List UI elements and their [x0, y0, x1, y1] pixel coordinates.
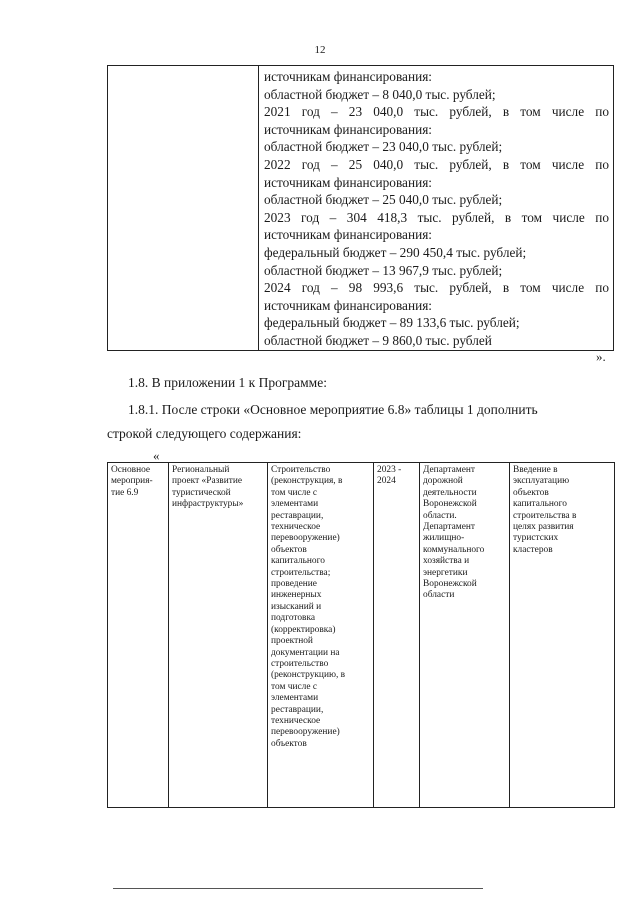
paragraph-1-8: 1.8. В приложении 1 к Программе: [128, 375, 327, 390]
funding-table [107, 65, 614, 351]
funding-line: областной бюджет – 8 040,0 тыс. рублей; [264, 86, 496, 102]
funding-line: источникам финансирования: [264, 297, 433, 313]
funding-line: федеральный бюджет – 290 450,4 тыс. рублей; [264, 244, 527, 260]
funding-line: источникам финансирования: [264, 227, 433, 243]
funding-line: 2023 год – 304 418,3 тыс. рублей, в том числе по [264, 209, 609, 225]
activity-number-cell [108, 463, 169, 808]
funding-details-cell [259, 66, 614, 351]
funding-line: источникам финансирования: [264, 69, 433, 84]
table-row [108, 463, 615, 808]
activity-number-text: Основное мероприя- тие 6.9 [111, 465, 153, 498]
executor-text: Департамент дорожной деятельности Воронежской области. Департамент жилищно- коммунального хозяйства и энергетики Воронежской области [423, 465, 485, 601]
funding-line: источникам финансирования: [264, 174, 433, 190]
result-cell [510, 463, 615, 808]
result-text: Введение в эксплуатацию объектов капитального строительства в целях развития туристских кластеров [513, 465, 577, 555]
activity-table [107, 462, 615, 808]
period-cell [374, 463, 420, 808]
funding-line: источникам финансирования: [264, 121, 433, 137]
funding-line: областной бюджет – 23 040,0 тыс. рублей; [264, 139, 503, 155]
funding-line: 2022 год – 25 040,0 тыс. рублей, в том числе по [264, 156, 609, 172]
period-text: 2023 - 2024 [377, 465, 402, 487]
funding-line: федеральный бюджет – 89 133,6 тыс. рублей; [264, 315, 520, 331]
paragraph-continuation: строкой следующего содержания: [107, 426, 302, 441]
executor-cell [420, 463, 510, 808]
funding-line: 2024 год – 98 993,6 тыс. рублей, в том числе по [264, 280, 609, 296]
funding-line: областной бюджет – 25 040,0 тыс. рублей; [264, 192, 503, 208]
activity-description-text: Строительство (реконструкция, в том числе с элементами реставрации, техническое перевооружение) объектов капитального строительства; проведение инженерных изысканий и подготовка (корректировка) проектной документации на строительство (реконструкцию, в том числе с элементами реставрации, техническое перевооружение) объектов [271, 465, 346, 749]
page-number: 12 [314, 44, 326, 56]
funding-line: областной бюджет – 13 967,9 тыс. рублей; [264, 262, 503, 278]
opening-quote: « [153, 448, 160, 463]
paragraph-1-8-1: 1.8.1. После строки «Основное мероприятие 6.8» таблицы 1 дополнить [128, 402, 538, 417]
project-name-cell [169, 463, 268, 808]
activity-description-cell [268, 463, 374, 808]
closing-quote: ». [596, 349, 606, 364]
project-name-text: Региональный проект «Развитие туристической инфраструктуры» [172, 465, 244, 510]
footer-divider [113, 888, 483, 889]
funding-line: 2021 год – 23 040,0 тыс. рублей, в том числе по [264, 104, 609, 120]
funding-line: областной бюджет – 9 860,0 тыс. рублей [264, 332, 492, 348]
funding-label-cell [108, 66, 259, 351]
